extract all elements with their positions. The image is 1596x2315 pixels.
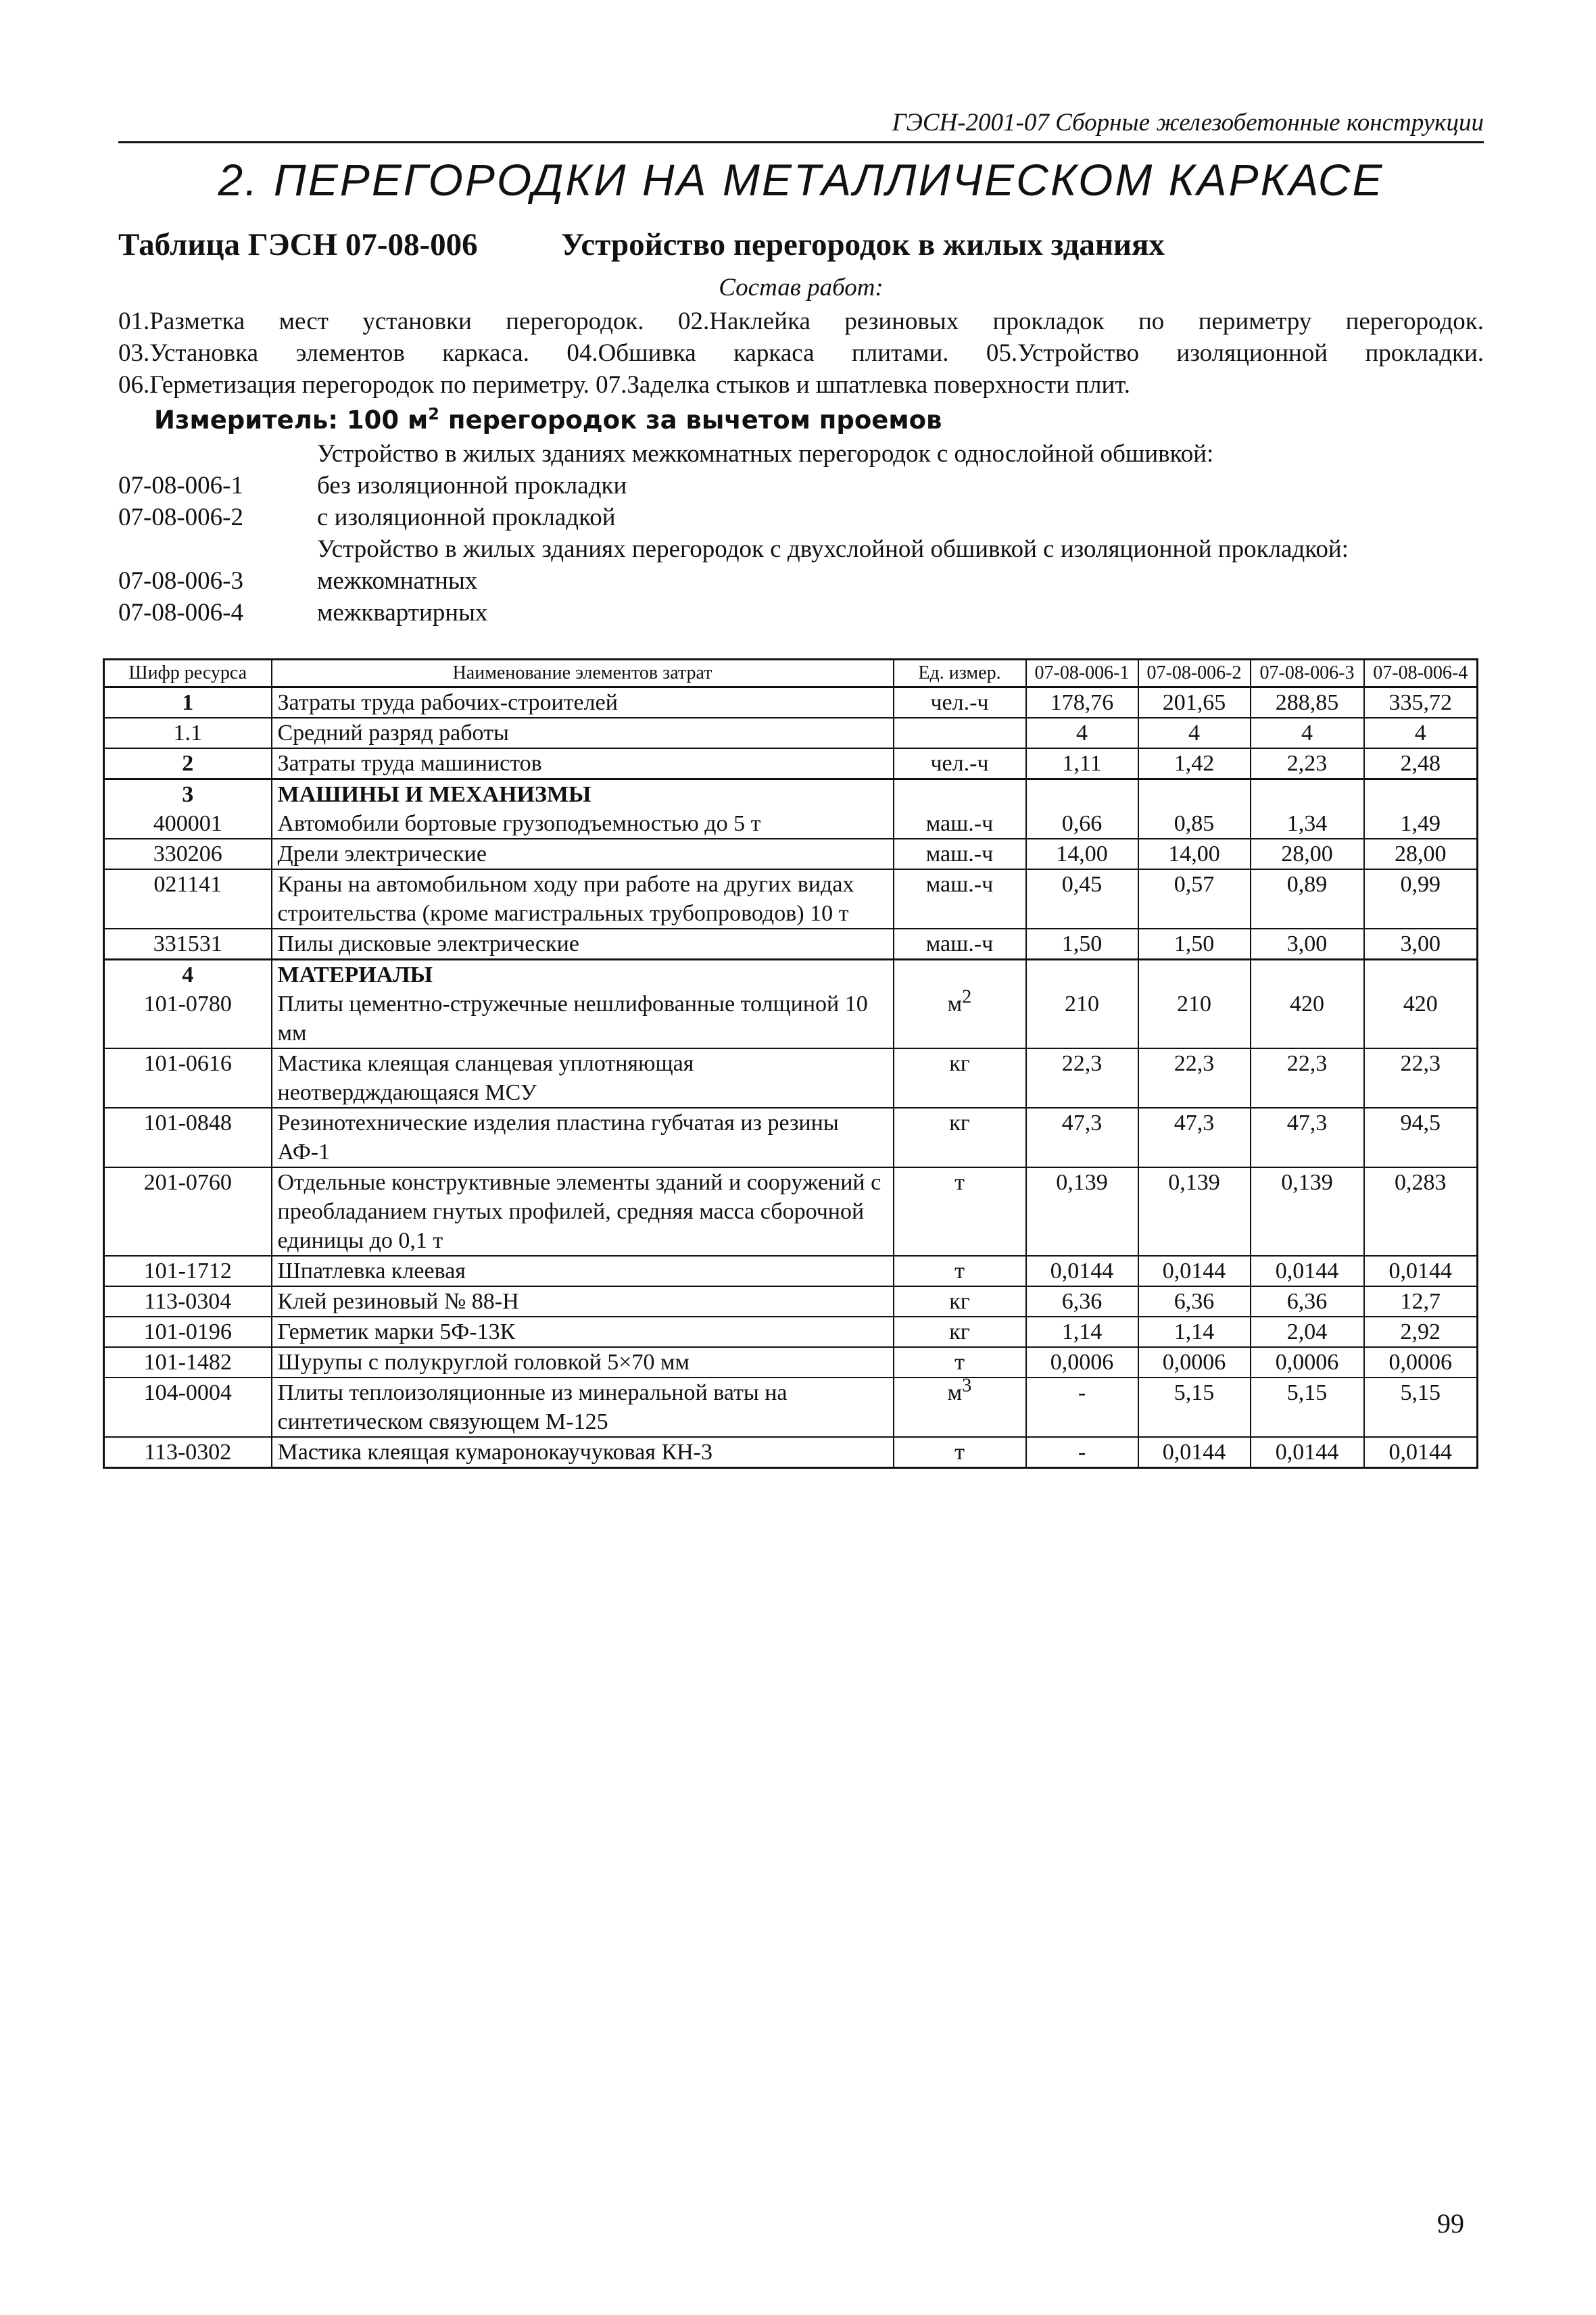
norm-value-cell: 22,3 bbox=[1138, 1048, 1251, 1108]
norm-value-cell: 1,49 bbox=[1364, 809, 1478, 839]
cost-element-cell: Автомобили бортовые грузоподъемностью до 5 т bbox=[272, 809, 894, 839]
variant-description: межкомнатных bbox=[317, 567, 478, 595]
table-row bbox=[104, 869, 1478, 929]
table-row bbox=[104, 1286, 1478, 1317]
table-row bbox=[104, 779, 1478, 810]
norm-value-cell: 47,3 bbox=[1251, 1108, 1364, 1167]
unit-cell bbox=[894, 1256, 1026, 1286]
unit-text: маш.-ч bbox=[925, 842, 994, 867]
norm-value-cell: 1,14 bbox=[1026, 1317, 1138, 1347]
composition-label: Состав работ: bbox=[719, 274, 884, 301]
unit-text: т bbox=[954, 1170, 965, 1195]
unit-text: т bbox=[954, 1350, 965, 1375]
norm-value-cell: 0,0144 bbox=[1364, 1256, 1478, 1286]
unit-text: т bbox=[954, 1259, 965, 1284]
table-code: Таблица ГЭСН 07-08-006 bbox=[118, 227, 478, 262]
norms-table-body bbox=[104, 687, 1478, 1468]
variant-code: 07-08-006-1 bbox=[118, 472, 243, 499]
norm-value-cell: 4 bbox=[1251, 718, 1364, 748]
norm-value-cell: 0,66 bbox=[1026, 809, 1138, 839]
norm-value-cell: 0,0006 bbox=[1364, 1347, 1478, 1378]
norm-value-cell: 1,50 bbox=[1026, 929, 1138, 960]
variant-code: 07-08-006-2 bbox=[118, 504, 243, 531]
norm-value-cell: 0,0144 bbox=[1251, 1437, 1364, 1468]
resource-code-cell: 3 bbox=[104, 779, 272, 810]
norm-value-cell: 22,3 bbox=[1026, 1048, 1138, 1108]
column-header-variant-2: 07-08-006-2 bbox=[1138, 660, 1251, 687]
column-header-variant-3: 07-08-006-3 bbox=[1251, 660, 1364, 687]
norm-value-cell: 6,36 bbox=[1251, 1286, 1364, 1317]
column-header-code: Шифр ресурса bbox=[104, 660, 272, 687]
meter-exponent: 2 bbox=[428, 404, 439, 424]
unit-cell bbox=[894, 718, 1026, 748]
unit-cell bbox=[894, 1375, 1026, 1437]
unit-cell bbox=[894, 748, 1026, 779]
unit-cell bbox=[894, 960, 1026, 990]
norm-value-cell: 0,45 bbox=[1026, 869, 1138, 929]
resource-code-cell: 104-0004 bbox=[104, 1378, 272, 1437]
table-row bbox=[104, 1256, 1478, 1286]
unit-cell bbox=[894, 929, 1026, 960]
norm-value-cell: 5,15 bbox=[1364, 1378, 1478, 1437]
unit-cell bbox=[894, 687, 1026, 718]
norm-value-cell: - bbox=[1026, 1378, 1138, 1437]
page-number: 99 bbox=[1437, 2208, 1464, 2239]
table-header-row bbox=[104, 660, 1478, 687]
norm-value-cell: 28,00 bbox=[1364, 839, 1478, 869]
cost-element-cell: Плиты цементно-стружечные нешлифованные толщиной 10 мм bbox=[272, 990, 894, 1048]
norm-value-cell: 0,139 bbox=[1251, 1167, 1364, 1256]
unit-text: кг bbox=[949, 1289, 970, 1314]
table-row bbox=[104, 1108, 1478, 1167]
cost-element-cell: МАШИНЫ И МЕХАНИЗМЫ bbox=[272, 779, 894, 810]
table-row bbox=[104, 718, 1478, 748]
unit-exponent: 2 bbox=[962, 986, 972, 1008]
norm-value-cell: 0,57 bbox=[1138, 869, 1251, 929]
table-row bbox=[104, 929, 1478, 960]
norm-value-cell: 0,0006 bbox=[1026, 1347, 1138, 1378]
unit-cell bbox=[894, 1108, 1026, 1167]
table-row bbox=[104, 1378, 1478, 1437]
resource-code-cell: 101-1712 bbox=[104, 1256, 272, 1286]
table-row bbox=[104, 1317, 1478, 1347]
resource-code-cell: 101-0848 bbox=[104, 1108, 272, 1167]
norm-value-cell: 28,00 bbox=[1251, 839, 1364, 869]
norm-value-cell: 3,00 bbox=[1251, 929, 1364, 960]
norm-value-cell: 288,85 bbox=[1251, 687, 1364, 718]
unit-text: чел.-ч bbox=[930, 751, 989, 776]
norm-value-cell: 0,0144 bbox=[1251, 1256, 1364, 1286]
norm-value-cell: 14,00 bbox=[1138, 839, 1251, 869]
norm-value-cell: 4 bbox=[1364, 718, 1478, 748]
unit-exponent: 3 bbox=[962, 1375, 972, 1396]
unit-cell bbox=[894, 839, 1026, 869]
variants-list bbox=[118, 439, 1484, 630]
unit-cell bbox=[894, 869, 1026, 929]
unit-text: кг bbox=[949, 1051, 970, 1076]
cost-element-cell: Краны на автомобильном ходу при работе на других видах строительства (кроме магистральных трубопроводов) 10 т bbox=[272, 869, 894, 929]
column-header-variant-1: 07-08-006-1 bbox=[1026, 660, 1138, 687]
norm-value-cell: 210 bbox=[1026, 990, 1138, 1048]
cost-element-cell: Затраты труда рабочих-строителей bbox=[272, 687, 894, 718]
unit-text: т bbox=[954, 1440, 965, 1465]
norm-value-cell: 47,3 bbox=[1026, 1108, 1138, 1167]
norm-value-cell: 4 bbox=[1026, 718, 1138, 748]
resource-code-cell: 4 bbox=[104, 960, 272, 990]
column-header-variant-4: 07-08-006-4 bbox=[1364, 660, 1478, 687]
norm-value-cell: 2,92 bbox=[1364, 1317, 1478, 1347]
resource-code-cell: 101-0616 bbox=[104, 1048, 272, 1108]
table-row bbox=[104, 1167, 1478, 1256]
norm-value-cell bbox=[1251, 960, 1364, 990]
cost-element-cell: Затраты труда машинистов bbox=[272, 748, 894, 779]
cost-element-cell: Пилы дисковые электрические bbox=[272, 929, 894, 960]
norm-value-cell: 1,34 bbox=[1251, 809, 1364, 839]
norm-value-cell bbox=[1251, 779, 1364, 810]
unit-text: кг bbox=[949, 1319, 970, 1344]
variant-group-title: Устройство в жилых зданиях межкомнатных перегородок с однослойной обшивкой: bbox=[317, 440, 1214, 468]
norm-value-cell: 335,72 bbox=[1364, 687, 1478, 718]
table-row bbox=[104, 748, 1478, 779]
variant-group-title: Устройство в жилых зданиях перегородок с двухслойной обшивкой с изоляционной прокладкой: bbox=[317, 535, 1349, 563]
variant-description: без изоляционной прокладки bbox=[317, 472, 627, 499]
resource-code-cell: 113-0304 bbox=[104, 1286, 272, 1317]
cost-element-cell: Герметик марки 5Ф-13К bbox=[272, 1317, 894, 1347]
resource-code-cell: 2 bbox=[104, 748, 272, 779]
norm-value-cell: 47,3 bbox=[1138, 1108, 1251, 1167]
column-header-name: Наименование элементов затрат bbox=[272, 660, 894, 687]
norm-value-cell: 22,3 bbox=[1364, 1048, 1478, 1108]
composition-text bbox=[118, 306, 1484, 401]
norm-value-cell: 0,0144 bbox=[1026, 1256, 1138, 1286]
section-title: 2. ПЕРЕГОРОДКИ НА МЕТАЛЛИЧЕСКОМ КАРКАСЕ bbox=[218, 155, 1384, 205]
cost-element-cell: МАТЕРИАЛЫ bbox=[272, 960, 894, 990]
unit-cell bbox=[894, 1317, 1026, 1347]
unit-text: маш.-ч bbox=[925, 931, 994, 956]
norm-value-cell: 0,89 bbox=[1251, 869, 1364, 929]
table-name: Устройство перегородок в жилых зданиях bbox=[561, 227, 1165, 262]
resource-code-cell: 400001 bbox=[104, 809, 272, 839]
norm-value-cell: 0,283 bbox=[1364, 1167, 1478, 1256]
unit-text: м bbox=[947, 992, 963, 1017]
unit-cell bbox=[894, 779, 1026, 810]
meter-suffix: перегородок за вычетом проемов bbox=[439, 406, 942, 435]
norm-value-cell bbox=[1364, 779, 1478, 810]
norm-value-cell: 1,42 bbox=[1138, 748, 1251, 779]
norm-value-cell: 4 bbox=[1138, 718, 1251, 748]
cost-element-cell: Шпатлевка клеевая bbox=[272, 1256, 894, 1286]
resource-code-cell: 101-1482 bbox=[104, 1347, 272, 1378]
norm-value-cell: 14,00 bbox=[1026, 839, 1138, 869]
unit-text: чел.-ч bbox=[930, 690, 989, 715]
norm-value-cell bbox=[1026, 779, 1138, 810]
meter-prefix: Измеритель: 100 м bbox=[154, 406, 429, 435]
unit-text: м bbox=[947, 1380, 963, 1405]
norm-value-cell: 0,0006 bbox=[1138, 1347, 1251, 1378]
cost-element-cell: Шурупы с полукруглой головкой 5×70 мм bbox=[272, 1347, 894, 1378]
resource-code-cell: 101-0780 bbox=[104, 990, 272, 1048]
meter-line bbox=[154, 406, 942, 435]
norm-value-cell: 2,23 bbox=[1251, 748, 1364, 779]
variant-description: с изоляционной прокладкой bbox=[317, 504, 616, 531]
unit-text: кг bbox=[949, 1111, 970, 1136]
norm-value-cell: 0,85 bbox=[1138, 809, 1251, 839]
norms-table bbox=[103, 658, 1478, 1469]
norm-value-cell: 2,48 bbox=[1364, 748, 1478, 779]
table-row bbox=[104, 687, 1478, 718]
table-row bbox=[104, 1347, 1478, 1378]
table-heading bbox=[118, 226, 1165, 263]
resource-code-cell: 101-0196 bbox=[104, 1317, 272, 1347]
norm-value-cell bbox=[1138, 960, 1251, 990]
column-header-unit: Ед. измер. bbox=[894, 660, 1026, 687]
running-header: ГЭСН-2001-07 Сборные железобетонные конструкции bbox=[118, 108, 1484, 143]
norm-value-cell: 5,15 bbox=[1251, 1378, 1364, 1437]
norm-value-cell bbox=[1026, 960, 1138, 990]
composition-line: 03.Установка элементов каркаса. 04.Обшивка каркаса плитами. 05.Устройство изоляционной прокладки. bbox=[118, 339, 1484, 367]
variant-description: межквартирных bbox=[317, 599, 488, 627]
norm-value-cell: 0,0144 bbox=[1138, 1437, 1251, 1468]
norm-value-cell: 0,0006 bbox=[1251, 1347, 1364, 1378]
norm-value-cell: 12,7 bbox=[1364, 1286, 1478, 1317]
norm-value-cell: 94,5 bbox=[1364, 1108, 1478, 1167]
unit-cell bbox=[894, 986, 1026, 1048]
unit-cell bbox=[894, 1048, 1026, 1108]
unit-cell bbox=[894, 1437, 1026, 1468]
norm-value-cell bbox=[1138, 779, 1251, 810]
variant-code: 07-08-006-3 bbox=[118, 567, 243, 595]
norm-value-cell: 210 bbox=[1138, 990, 1251, 1048]
table-row bbox=[104, 809, 1478, 839]
resource-code-cell: 021141 bbox=[104, 869, 272, 929]
norm-value-cell: 3,00 bbox=[1364, 929, 1478, 960]
cost-element-cell: Резинотехнические изделия пластина губчатая из резины АФ-1 bbox=[272, 1108, 894, 1167]
norm-value-cell: 0,139 bbox=[1026, 1167, 1138, 1256]
cost-element-cell: Клей резиновый № 88-Н bbox=[272, 1286, 894, 1317]
norm-value-cell: 0,0144 bbox=[1138, 1256, 1251, 1286]
table-row bbox=[104, 839, 1478, 869]
norm-value-cell: 0,99 bbox=[1364, 869, 1478, 929]
norm-value-cell: 178,76 bbox=[1026, 687, 1138, 718]
resource-code-cell: 1 bbox=[104, 687, 272, 718]
norm-value-cell: 1,14 bbox=[1138, 1317, 1251, 1347]
cost-element-cell: Дрели электрические bbox=[272, 839, 894, 869]
norm-value-cell: 1,11 bbox=[1026, 748, 1138, 779]
composition-line: 06.Герметизация перегородок по периметру. 07.Заделка стыков и шпатлевка поверхности плит. bbox=[118, 371, 1130, 399]
norm-value-cell: 420 bbox=[1251, 990, 1364, 1048]
composition-line: 01.Разметка мест установки перегородок. 02.Наклейка резиновых прокладок по периметру перегородок. bbox=[118, 308, 1484, 335]
resource-code-cell: 330206 bbox=[104, 839, 272, 869]
table-row bbox=[104, 990, 1478, 1048]
cost-element-cell: Мастика клеящая сланцевая уплотняющая неотвердждающаяся МСУ bbox=[272, 1048, 894, 1108]
norm-value-cell bbox=[1364, 960, 1478, 990]
unit-cell bbox=[894, 1167, 1026, 1256]
norm-value-cell: 22,3 bbox=[1251, 1048, 1364, 1108]
norm-value-cell: 0,0144 bbox=[1364, 1437, 1478, 1468]
resource-code-cell: 201-0760 bbox=[104, 1167, 272, 1256]
norm-value-cell: 6,36 bbox=[1138, 1286, 1251, 1317]
cost-element-cell: Плиты теплоизоляционные из минеральной ваты на синтетическом связующем М-125 bbox=[272, 1378, 894, 1437]
norm-value-cell: 5,15 bbox=[1138, 1378, 1251, 1437]
variant-code: 07-08-006-4 bbox=[118, 599, 243, 627]
table-row bbox=[104, 1048, 1478, 1108]
resource-code-cell: 113-0302 bbox=[104, 1437, 272, 1468]
norm-value-cell: 0,139 bbox=[1138, 1167, 1251, 1256]
table-row bbox=[104, 960, 1478, 990]
unit-cell bbox=[894, 809, 1026, 839]
norm-value-cell: 1,50 bbox=[1138, 929, 1251, 960]
cost-element-cell: Средний разряд работы bbox=[272, 718, 894, 748]
norm-value-cell: 6,36 bbox=[1026, 1286, 1138, 1317]
norm-value-cell: 2,04 bbox=[1251, 1317, 1364, 1347]
resource-code-cell: 1.1 bbox=[104, 718, 272, 748]
unit-cell bbox=[894, 1347, 1026, 1378]
cost-element-cell: Отдельные конструктивные элементы зданий и сооружений с преобладанием гнутых профилей, средняя масса сборочной единицы до 0,1 т bbox=[272, 1167, 894, 1256]
unit-text: маш.-ч bbox=[925, 811, 994, 836]
unit-cell bbox=[894, 1286, 1026, 1317]
norm-value-cell: - bbox=[1026, 1437, 1138, 1468]
cost-element-cell: Мастика клеящая кумаронокаучуковая КН-3 bbox=[272, 1437, 894, 1468]
norm-value-cell: 420 bbox=[1364, 990, 1478, 1048]
resource-code-cell: 331531 bbox=[104, 929, 272, 960]
unit-text: маш.-ч bbox=[925, 872, 994, 897]
norm-value-cell: 201,65 bbox=[1138, 687, 1251, 718]
table-row bbox=[104, 1437, 1478, 1468]
